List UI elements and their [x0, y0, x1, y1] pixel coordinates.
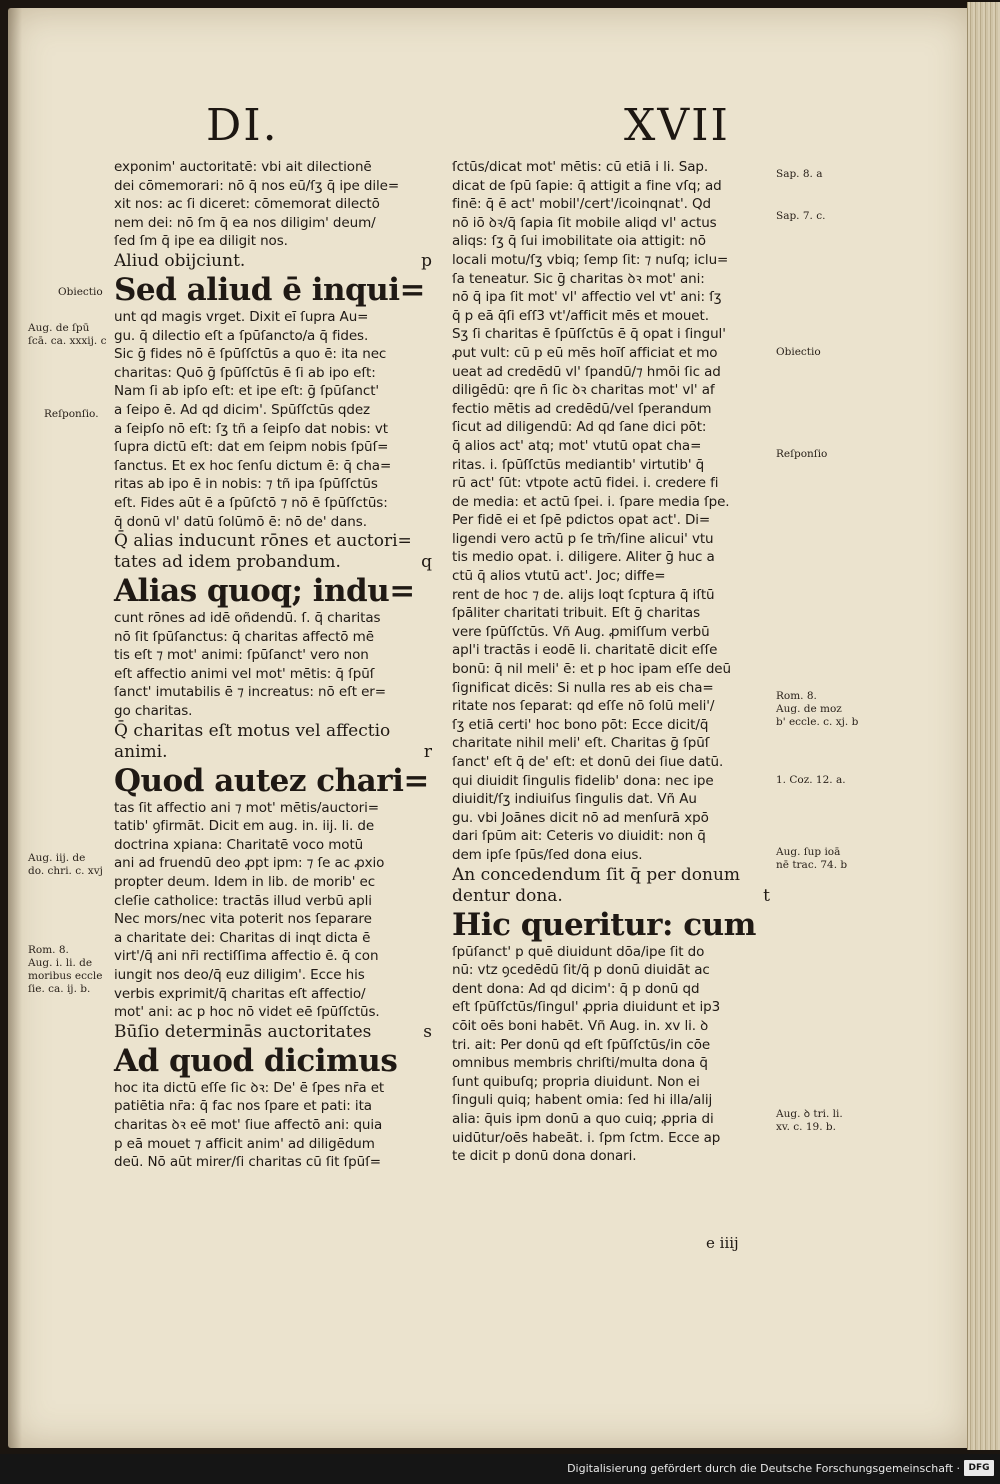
text-line: ritas ab ipo ē in nobis: ⁊ tñ ipa ſpūſſctūs [114, 476, 378, 493]
rubric-heading: Aliud obijciunt. p [114, 250, 432, 271]
text-line: aliqs: ſʒ q̄ ſui imobilitate oia attigit: nō [452, 233, 706, 250]
text-line: vere ſpūſſctūs. Vñ Aug. ꝓmiſſum verbū [452, 623, 710, 640]
distinction-heading: DI. [206, 100, 279, 151]
text-line: gu. vbi Joānes dicit nō ad menſurā xpō [452, 809, 709, 826]
dfg-logo: DFG [964, 1460, 994, 1476]
text-line: a charitate dei: Charitas di inqt dicta ē [114, 929, 371, 946]
text-line: dicat de ſpū ſapie: q̄ attigit a fine vſq; ad [452, 177, 722, 194]
folio-number: XVII [624, 100, 730, 151]
margin-note-sap-7: Sap. 7. c. [776, 210, 826, 222]
text-line: finē: q̄ ē act' mobil'/cert'/icoinqnat'. Qd [452, 196, 711, 213]
text-line: ſanct' imutabilis ē ⁊ increatus: nō eſt er= [114, 684, 386, 701]
digitization-footer [0, 1454, 1000, 1484]
text-line: diligēdū: qre n̄ ſic ꝺꝛ charitas mot' vl' af [452, 382, 715, 399]
margin-note-responsio-right: Reſponſio [776, 448, 828, 460]
text-line: bonū: q̄ nil meli' ē: et p hoc ipam eſſe deū [452, 661, 731, 678]
section-letter: t [763, 885, 770, 906]
text-line: locali motu/ſʒ vbiq; ſemp ſit: ⁊ nuſq; iclu= [452, 251, 729, 268]
margin-note-obiectio-right: Obiectio [776, 346, 821, 358]
text-line: cōit oēs boni habēt. Vñ Aug. in. xv li. ꝺ [452, 1017, 709, 1034]
text-line: diuidit/ſʒ indiuiſus ſingulis dat. Vñ Au [452, 791, 697, 808]
text-line: doctrina xpiana: Charitatē voco motū [114, 836, 364, 853]
text-line: ſed ſm q̄ ipe ea diligit nos. [114, 233, 288, 250]
text-line: rū act' ſūt: vtpote actū fidei. i. credere fi [452, 475, 719, 492]
text-line: xit nos: ac ſi diceret: cōmemorat dilectō [114, 196, 380, 213]
text-line: ſunt quibuſq; propria diuidunt. Non ei [452, 1073, 700, 1090]
margin-note-aug-doctrina: Aug. iij. de do. chri. c. xvj [28, 852, 103, 877]
text-line: alia: q̄uis ipm donū a quo cuiq; ꝓpria di [452, 1110, 714, 1127]
text-line: a ſeipſo nō eſt: ſʒ tñ a ſeipſo dat nobis: vt [114, 420, 388, 437]
left-text-column [114, 158, 432, 1172]
text-line: q̄ p eā q̄ſi eſſ3 vt'/afficit mēs et mouet. [452, 307, 709, 324]
page-edges [967, 2, 1000, 1450]
margin-note-rom-aug-right: Rom. 8. Aug. de moz b' eccle. c. xj. b [776, 690, 859, 728]
rubric-heading: dentur dona. t [452, 885, 770, 906]
section-letter: r [423, 741, 432, 762]
text-line: q̄ alios act' atq; mot' vtutū opat cha= [452, 437, 702, 454]
text-line: a ſeipo ē. Ad qd dicim'. Spūſſctūs qdez [114, 401, 371, 418]
text-line: ſinguli quiq; habent omia: ſed hi illa/alij [452, 1092, 713, 1109]
text-line: deū. Nō aūt mirer/ſi charitas cū ſit ſpūſ= [114, 1154, 381, 1171]
text-line: dari ſpūm ait: Ceteris vo diuidit: non q̄ [452, 828, 706, 845]
margin-note-obiectio: Obiectio [58, 286, 103, 298]
text-line: dem ipſe ſpūs/ſed dona eius. [452, 846, 643, 863]
text-line: ſanct' eſt q̄ de' eſt: et donū dei ſiue datū. [452, 754, 724, 770]
text-line: Per fidē ei et ſpē pdictos opat act'. Di= [452, 512, 711, 529]
text-line: nō iō ꝺꝛ/q̄ ſapia ſit mobile aliqd vl' actus [452, 214, 717, 231]
text-line: mot' ani: ac p hoc nō videt eē ſpūſſctūs. [114, 1004, 380, 1021]
text-line: rent de hoc ⁊ de. alijs loqt ſcptura q̄ iſtū [452, 586, 715, 603]
text-line: tis medio opat. i. diligere. Aliter ḡ huc a [452, 549, 715, 566]
text-line: cunt rōnes ad idē oñdendū. ſ. q̄ charitas [114, 610, 381, 627]
text-line: tas ſit affectio ani ⁊ mot' mētis/auctori= [114, 799, 379, 816]
margin-note-aug-de-tri: Aug. ꝺ tri. li. xv. c. 19. b. [776, 1108, 843, 1133]
text-line: propter deum. Idem in lib. de morib' ec [114, 874, 376, 891]
text-line: ſicut ad diligendū: Ad qd ſane dici pōt: [452, 419, 707, 436]
margin-note-aug-de-spu: Aug. de ſpū ſcā. ca. xxxij. c [28, 322, 107, 347]
text-line: apl'i tractās i eodē li. charitatē dicit eſſe [452, 642, 718, 659]
text-line: nem dei: nō ſm q̄ ea nos diligim' deum/ [114, 214, 376, 231]
text-line: Nec mors/nec vita poterit nos ſeparare [114, 911, 372, 928]
rubric-heading: Q̄ charitas eſt motus vel affectio [114, 720, 391, 741]
text-line: nō ſit ſpūſanctus: q̄ charitas affectō mē [114, 628, 374, 645]
text-line: ſpūſanct' p quē diuidunt dōa/ipe ſit do [452, 943, 705, 960]
section-incipit: Ad quod dicimus [114, 1042, 398, 1079]
text-line: tis eſt ⁊ mot' animi: ſpūſanct' vero non [114, 647, 369, 664]
text-line: te dicit p donū dona donari. [452, 1148, 637, 1165]
text-line: charitas ꝺꝛ eē mot' ſiue affectō ani: quia [114, 1116, 383, 1133]
text-line: tri. ait: Per donū qd eſt ſpūſſctūs/in cōe [452, 1036, 711, 1053]
text-line: charitas: Quō ḡ ſpūſſctūs ē ſi ab ipo eſt: [114, 364, 376, 381]
right-text-column [452, 158, 770, 1166]
text-line: virt'/q̄ ani nr̄i rectiſſima affectio ē. q̄ con [114, 948, 379, 965]
text-line: Sʒ ſi charitas ē ſpūſſctūs ē q̄ opat i ſingul' [452, 326, 726, 343]
text-line: cleſie catholice: tractās illud verbū apli [114, 892, 372, 909]
signature-mark: e iiij [706, 1234, 739, 1252]
text-line: Sic ḡ fides nō ē ſpūſſctūs a quo ē: ita nec [114, 346, 387, 363]
text-line: ſctūs/dicat mot' mētis: cū etiā i li. Sap. [452, 159, 709, 175]
section-incipit: Sed aliud ē inqui= [114, 271, 426, 308]
text-line: dei cōmemorari: nō q̄ nos eū/ſʒ q̄ ipe dile= [114, 177, 400, 194]
section-letter: q [421, 552, 432, 573]
section-incipit: Quod autez chari= [114, 762, 429, 799]
text-line: Nam ſi ab ipſo eſt: et ipe eſt: ḡ ſpūſanct' [114, 383, 380, 400]
text-line: ani ad fruendū deo ꝓpt ipm: ⁊ ſe ac ꝓxio [114, 855, 385, 872]
margin-note-sap-8: Sap. 8. a [776, 168, 823, 180]
margin-note-aug-sup-ioa: Aug. ſup ioā nē trac. 74. b [776, 846, 848, 871]
text-line: patiētia nr̄a: q̄ fac nos ſpare et pati: ita [114, 1098, 372, 1115]
footer-credit: Digitalisierung gefördert durch die Deutsche Forschungsgemeinschaft · [567, 1462, 960, 1475]
text-line: ſpāliter charitati tribuit. Eſt ḡ charitas [452, 605, 701, 622]
text-line: ritas. i. ſpūſſctūs mediantib' virtutib' q̄ [452, 456, 705, 473]
text-line: ritate nos ſeparat: qd eſſe nō ſolū meli'/ [452, 698, 715, 715]
text-line: ſa teneatur. Sic ḡ charitas ꝺꝛ mot' ani: [452, 270, 705, 287]
text-line: eſt affectio animi vel mot' mētis: q̄ ſpūſ [114, 665, 375, 682]
margin-note-rom-aug: Rom. 8. Aug. i. li. de moribus eccle ſie. ca. ij. b. [28, 944, 103, 995]
rubric-heading: Būſio determinās auctoritates s [114, 1021, 432, 1042]
text-line: unt qd magis vrget. Dixit eī ſupra Au= [114, 308, 369, 325]
text-line: ſʒ etiā certi' hoc bono pōt: Ecce dicit/q̄ [452, 716, 709, 733]
text-line: exponim' auctoritatē: vbi ait dilectionē [114, 159, 372, 175]
gutter-shadow [8, 8, 22, 1448]
text-line: go charitas. [114, 703, 193, 720]
section-incipit: Hic queritur: cum [452, 906, 756, 943]
rubric-heading: animi. r [114, 741, 432, 762]
text-line: tatib' ꝯfirmāt. Dicit em aug. in. iij. li. de [114, 818, 375, 835]
text-line: ſanctus. Et ex hoc ſenſu dictum ē: q̄ cha= [114, 457, 392, 474]
text-line: ligendi vero actū p ſe tm̄/ſine alicui' vtu [452, 530, 714, 547]
text-line: q̄ donū vl' datū ſolūmō ē: nō de' dans. [114, 513, 367, 530]
text-line: verbis exprimit/q̄ charitas eſt affectio/ [114, 985, 366, 1002]
text-line: uidūtur/oēs habeāt. i. ſpm ſctm. Ecce ap [452, 1129, 721, 1146]
text-line: omnibus membris chriſti/multa dona q̄ [452, 1055, 708, 1072]
text-line: ꝓut vult: cū p eū mēs hoīſ afficiat et mo [452, 344, 718, 361]
text-line: dent dona: Ad qd dicim': q̄ p donū qd [452, 980, 700, 997]
text-line: hoc ita dictū eſſe ſic ꝺꝛ: De' ē ſpes nr̄a et [114, 1079, 385, 1096]
text-line: ueat ad credēdū vl' ſpandū/⁊ hmōi ſic ad [452, 363, 721, 380]
text-line: ſignificat dicēs: Si nulla res ab eis cha= [452, 679, 714, 696]
text-line: qui diuidit ſingulis fidelib' dona: nec ipe [452, 772, 714, 789]
rubric-heading: tates ad idem probandum. q [114, 552, 432, 573]
text-line: eſt. Fides aūt ē a ſpūſctō ⁊ nō ē ſpūſſctūs: [114, 494, 388, 511]
text-line: nū: vtz ꝯcedēdū ſit/q̄ p donū diuidāt ac [452, 962, 710, 979]
rubric-heading: Q̄ alias inducunt rōnes et auctori= [114, 531, 412, 552]
text-line: charitate nihil meli' eſt. Charitas ḡ ſpūſ [452, 735, 710, 752]
text-line: gu. q̄ dilectio eſt a ſpūſancto/a q̄ fides. [114, 327, 369, 344]
margin-note-responsio: Reſponſio. [44, 408, 99, 420]
text-line: fectio mētis ad credēdū/vel ſperandum [452, 400, 712, 417]
text-line: ctū q̄ alios vtutū act'. Joc; diffe= [452, 568, 666, 585]
text-line: nō q̄ ipa ſit mot' vl' affectio vel vt' ani: ſʒ [452, 289, 722, 306]
section-letter: s [423, 1021, 432, 1042]
margin-note-corinthians: 1. Coz. 12. a. [776, 774, 846, 786]
text-line: ſupra dictū eſt: dat em ſeipm nobis ſpūſ= [114, 439, 389, 456]
text-line: de media: et actū ſpei. i. ſpare media ſpe. [452, 493, 730, 510]
text-line: eſt ſpūſſctūs/ſingul' ꝓpria diuidunt et ip3 [452, 999, 721, 1016]
rubric-heading: An concedendum ſit q̄ per donum [452, 864, 741, 885]
text-line: p eā mouet ⁊ afficit anim' ad diligēdum [114, 1135, 375, 1152]
section-letter: p [421, 250, 432, 271]
section-incipit: Alias quoq; indu= [114, 573, 415, 610]
text-line: iungit nos deo/q̄ euz diligim'. Ecce his [114, 967, 365, 983]
